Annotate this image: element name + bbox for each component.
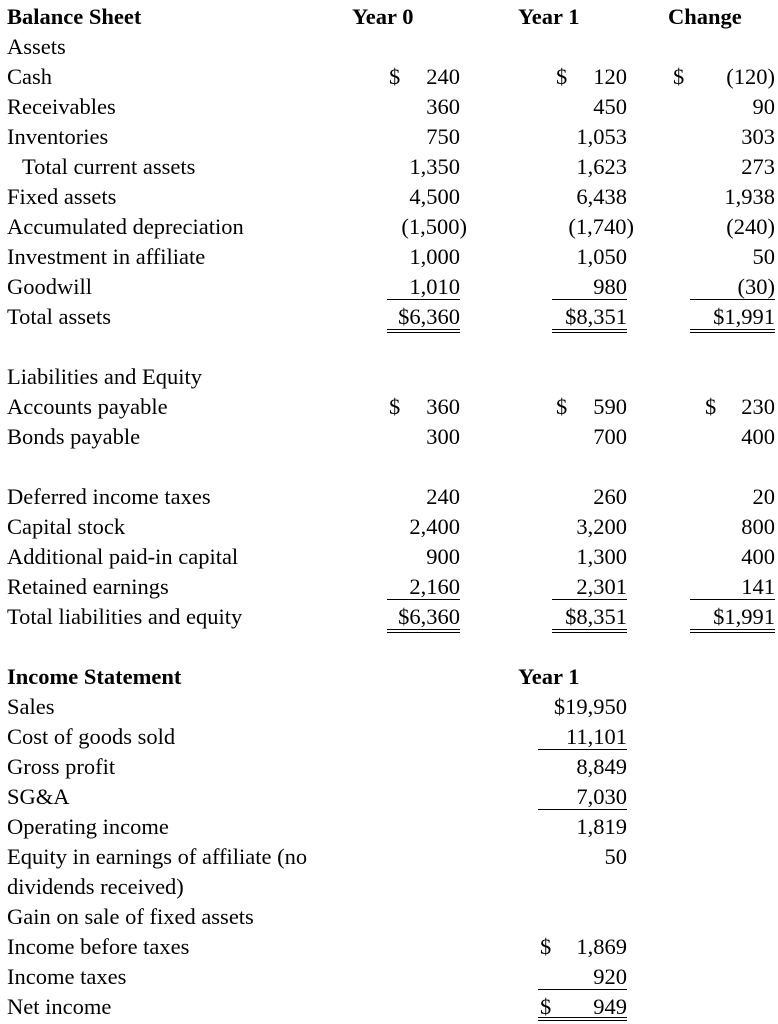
change-value: 90: [752, 94, 775, 119]
liabilities-heading-row: [0, 362, 778, 392]
year1-value: 8,849: [576, 754, 627, 779]
table-row: [0, 242, 778, 272]
table-row: [0, 122, 778, 152]
row-label: Net income: [7, 994, 112, 1019]
assets-heading-row: [0, 32, 778, 62]
year0-value: 360: [426, 394, 460, 419]
subtotal-underline: [552, 599, 627, 600]
year0-value: 300: [426, 424, 460, 449]
row-label: Total current assets: [22, 154, 196, 179]
total-double-underline: [538, 1017, 627, 1021]
currency-symbol: $: [556, 394, 568, 419]
currency-symbol: $: [540, 934, 552, 959]
year1-value: 3,200: [576, 514, 627, 539]
change-value: 50: [752, 244, 775, 269]
change-value: $1,991: [713, 604, 775, 629]
row-label: Total liabilities and equity: [7, 604, 243, 629]
liabilities-heading: Liabilities and Equity: [7, 364, 202, 389]
year1-value: 1,819: [576, 814, 627, 839]
year1-value: 7,030: [576, 784, 627, 809]
year1-value: 450: [593, 94, 627, 119]
year0-value: 900: [426, 544, 460, 569]
year1-value: 1,869: [576, 934, 627, 959]
income-year1-header: Year 1: [518, 664, 580, 689]
currency-symbol: $: [705, 394, 717, 419]
row-label: Sales: [7, 694, 55, 719]
year1-value: 980: [593, 274, 627, 299]
table-row: [0, 692, 778, 722]
row-label: Equity in earnings of affiliate (no: [7, 844, 308, 869]
total-double-underline: [690, 329, 775, 333]
change-value: 141: [741, 574, 775, 599]
change-value: 1,938: [724, 184, 775, 209]
table-row: [0, 992, 778, 1022]
table-row: [0, 272, 778, 302]
row-label: Gain on sale of fixed assets: [7, 904, 254, 929]
table-row: [0, 602, 778, 632]
subtotal-underline: [538, 749, 627, 750]
year0-value: $6,360: [398, 304, 460, 329]
table-row: [0, 62, 778, 92]
row-label: Fixed assets: [7, 184, 117, 209]
year1-value: 700: [593, 424, 627, 449]
table-row: [0, 962, 778, 992]
table-row: [0, 572, 778, 602]
total-double-underline: [552, 629, 627, 633]
year1-value: 6,438: [576, 184, 627, 209]
table-row: [0, 182, 778, 212]
year1-header: Year 1: [518, 4, 580, 29]
year0-value: 240: [426, 64, 460, 89]
row-label: Income taxes: [7, 964, 127, 989]
year0-value: 360: [426, 94, 460, 119]
total-double-underline: [552, 329, 627, 333]
row-label: Bonds payable: [7, 424, 141, 449]
row-label: Total assets: [7, 304, 112, 329]
table-row: [0, 752, 778, 782]
row-label: SG&A: [7, 784, 70, 809]
change-value: 400: [741, 544, 775, 569]
change-value: 800: [741, 514, 775, 539]
row-label: Operating income: [7, 814, 169, 839]
table-row: [0, 512, 778, 542]
income-statement-title: Income Statement: [7, 664, 182, 689]
year1-value: 1,050: [576, 244, 627, 269]
table-row: [0, 482, 778, 512]
change-value: (240): [726, 214, 775, 239]
row-label: Additional paid-in capital: [7, 544, 239, 569]
subtotal-underline: [387, 599, 460, 600]
row-label: Accounts payable: [7, 394, 168, 419]
year1-value: $19,950: [553, 694, 627, 719]
table-row: [0, 842, 778, 872]
row-label-continuation: dividends received): [7, 874, 184, 899]
change-header: Change: [668, 4, 742, 29]
year1-value: 11,101: [565, 724, 627, 749]
row-label: Retained earnings: [7, 574, 169, 599]
currency-symbol: $: [673, 64, 685, 89]
year1-value: 2,301: [576, 574, 627, 599]
table-row: [0, 902, 778, 932]
year0-value: (1,500): [401, 214, 467, 239]
table-row: [0, 542, 778, 572]
change-value: 400: [741, 424, 775, 449]
total-double-underline: [387, 329, 460, 333]
change-value: $1,991: [713, 304, 775, 329]
row-label: Receivables: [7, 94, 116, 119]
table-row: [0, 92, 778, 122]
year1-value: 949: [593, 994, 627, 1019]
year1-value: 1,300: [576, 544, 627, 569]
year0-value: 1,350: [409, 154, 460, 179]
subtotal-underline: [538, 989, 627, 990]
subtotal-underline: [552, 299, 627, 300]
year0-value: 4,500: [409, 184, 460, 209]
year0-value: 240: [426, 484, 460, 509]
change-value: 273: [741, 154, 775, 179]
currency-symbol: $: [389, 394, 401, 419]
row-label: Inventories: [7, 124, 109, 149]
row-label: Capital stock: [7, 514, 126, 539]
row-label: Gross profit: [7, 754, 116, 779]
change-value: 20: [752, 484, 775, 509]
row-label: Accumulated depreciation: [7, 214, 244, 239]
year0-value: 2,400: [409, 514, 460, 539]
balance-sheet-title: Balance Sheet: [7, 4, 142, 29]
subtotal-underline: [690, 599, 775, 600]
row-label: Deferred income taxes: [7, 484, 211, 509]
year1-value: 920: [593, 964, 627, 989]
year1-value: 1,053: [576, 124, 627, 149]
income-statement-header-row: [0, 662, 778, 692]
change-value: 230: [741, 394, 775, 419]
year0-value: 2,160: [409, 574, 460, 599]
year0-header: Year 0: [352, 4, 414, 29]
year0-value: 1,010: [409, 274, 460, 299]
year1-value: 120: [593, 64, 627, 89]
total-double-underline: [690, 629, 775, 633]
year1-value: 50: [604, 844, 627, 869]
subtotal-underline: [538, 809, 627, 810]
currency-symbol: $: [540, 994, 552, 1019]
table-row: [0, 302, 778, 332]
total-double-underline: [387, 629, 460, 633]
table-row: [0, 722, 778, 752]
subtotal-underline: [690, 299, 775, 300]
year0-value: 750: [426, 124, 460, 149]
subtotal-underline: [387, 299, 460, 300]
year0-value: 1,000: [409, 244, 460, 269]
row-label: Goodwill: [7, 274, 93, 299]
table-row: [0, 392, 778, 422]
currency-symbol: $: [556, 64, 568, 89]
table-row: [0, 152, 778, 182]
row-label: Cash: [7, 64, 52, 89]
table-row: [0, 422, 778, 452]
year1-value: (1,740): [568, 214, 634, 239]
table-row: [0, 212, 778, 242]
assets-heading: Assets: [7, 34, 66, 59]
table-row: [0, 932, 778, 962]
year1-value: 590: [593, 394, 627, 419]
balance-sheet-header-row: [0, 2, 778, 32]
year0-value: $6,360: [398, 604, 460, 629]
row-label: Cost of goods sold: [7, 724, 176, 749]
year1-value: 260: [593, 484, 627, 509]
change-value: 303: [741, 124, 775, 149]
table-row: [0, 782, 778, 812]
year1-value: $8,351: [565, 604, 627, 629]
row-label: Investment in affiliate: [7, 244, 206, 269]
table-row-continuation: [0, 872, 778, 902]
change-value: (30): [737, 274, 775, 299]
change-value: (120): [726, 64, 775, 89]
year1-value: 1,623: [576, 154, 627, 179]
row-label: Income before taxes: [7, 934, 190, 959]
year1-value: $8,351: [565, 304, 627, 329]
currency-symbol: $: [389, 64, 401, 89]
table-row: [0, 812, 778, 842]
